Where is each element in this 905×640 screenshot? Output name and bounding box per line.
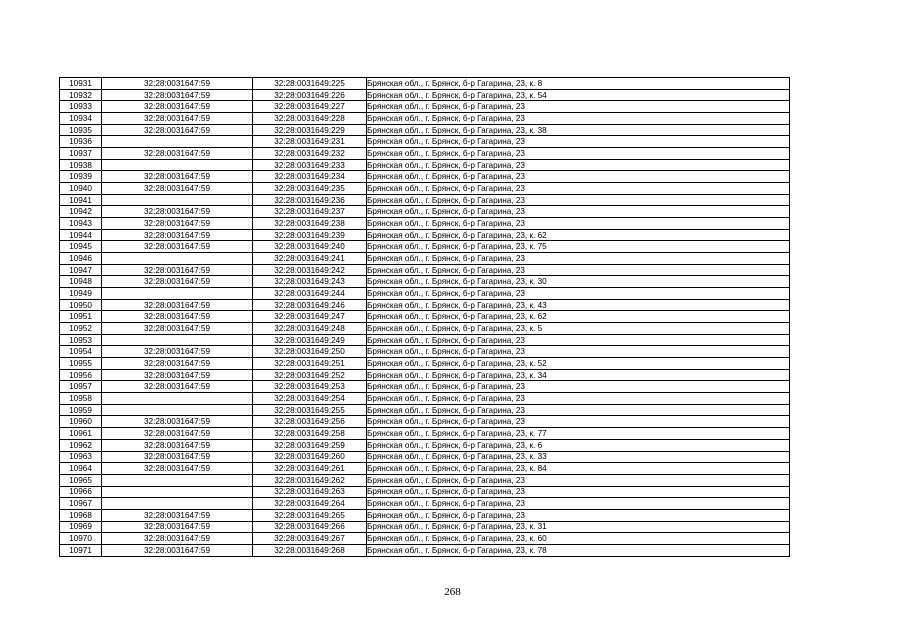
row-number-cell: 10962 bbox=[60, 439, 102, 451]
parent-cadastral-number-cell: 32:28:0031647:59 bbox=[102, 89, 253, 101]
table-row bbox=[60, 474, 790, 486]
cadastral-number-cell: 32:28:0031649:265 bbox=[253, 509, 367, 521]
parent-cadastral-number-cell: 32:28:0031647:59 bbox=[102, 171, 253, 183]
parent-cadastral-number-cell bbox=[102, 486, 253, 498]
table-row bbox=[60, 229, 790, 241]
row-number-cell: 10971 bbox=[60, 544, 102, 556]
row-number-cell: 10935 bbox=[60, 124, 102, 136]
cadastral-number-cell: 32:28:0031649:226 bbox=[253, 89, 367, 101]
address-cell: Брянская обл., г. Брянск, б-р Гагарина, 23, к. 30 bbox=[367, 276, 790, 288]
table-row bbox=[60, 299, 790, 311]
cadastral-number-cell: 32:28:0031649:237 bbox=[253, 206, 367, 218]
parent-cadastral-number-cell: 32:28:0031647:59 bbox=[102, 299, 253, 311]
cadastral-number-cell: 32:28:0031649:244 bbox=[253, 288, 367, 300]
parent-cadastral-number-cell bbox=[102, 194, 253, 206]
table-row bbox=[60, 113, 790, 125]
address-cell: Брянская обл., г. Брянск, б-р Гагарина, 23 bbox=[367, 509, 790, 521]
table-row bbox=[60, 521, 790, 533]
row-number-cell: 10964 bbox=[60, 463, 102, 475]
page-number: 268 bbox=[444, 586, 461, 598]
table-row bbox=[60, 101, 790, 113]
row-number-cell: 10950 bbox=[60, 299, 102, 311]
table-row bbox=[60, 358, 790, 370]
row-number-cell: 10953 bbox=[60, 334, 102, 346]
cadastral-number-cell: 32:28:0031649:243 bbox=[253, 276, 367, 288]
parent-cadastral-number-cell: 32:28:0031647:59 bbox=[102, 544, 253, 556]
cadastral-number-cell: 32:28:0031649:229 bbox=[253, 124, 367, 136]
address-cell: Брянская обл., г. Брянск, б-р Гагарина, 23, к. 34 bbox=[367, 369, 790, 381]
address-cell: Брянская обл., г. Брянск, б-р Гагарина, 23 bbox=[367, 194, 790, 206]
parent-cadastral-number-cell: 32:28:0031647:59 bbox=[102, 323, 253, 335]
table-row bbox=[60, 276, 790, 288]
parent-cadastral-number-cell: 32:28:0031647:59 bbox=[102, 206, 253, 218]
parent-cadastral-number-cell bbox=[102, 393, 253, 405]
cadastral-number-cell: 32:28:0031649:225 bbox=[253, 78, 367, 90]
table-row bbox=[60, 171, 790, 183]
parent-cadastral-number-cell bbox=[102, 288, 253, 300]
parent-cadastral-number-cell bbox=[102, 498, 253, 510]
address-cell: Брянская обл., г. Брянск, б-р Гагарина, 23, к. 75 bbox=[367, 241, 790, 253]
row-number-cell: 10968 bbox=[60, 509, 102, 521]
parent-cadastral-number-cell: 32:28:0031647:59 bbox=[102, 451, 253, 463]
address-cell: Брянская обл., г. Брянск, б-р Гагарина, 23, к. 6 bbox=[367, 439, 790, 451]
row-number-cell: 10943 bbox=[60, 218, 102, 230]
cadastral-number-cell: 32:28:0031649:248 bbox=[253, 323, 367, 335]
row-number-cell: 10944 bbox=[60, 229, 102, 241]
row-number-cell: 10934 bbox=[60, 113, 102, 125]
table-row bbox=[60, 78, 790, 90]
table-row bbox=[60, 334, 790, 346]
row-number-cell: 10970 bbox=[60, 533, 102, 545]
parent-cadastral-number-cell: 32:28:0031647:59 bbox=[102, 439, 253, 451]
address-cell: Брянская обл., г. Брянск, б-р Гагарина, 23 bbox=[367, 288, 790, 300]
address-cell: Брянская обл., г. Брянск, б-р Гагарина, 23 bbox=[367, 381, 790, 393]
table-row bbox=[60, 264, 790, 276]
table-row bbox=[60, 288, 790, 300]
row-number-cell: 10969 bbox=[60, 521, 102, 533]
parent-cadastral-number-cell bbox=[102, 334, 253, 346]
cadastral-number-cell: 32:28:0031649:238 bbox=[253, 218, 367, 230]
address-cell: Брянская обл., г. Брянск, б-р Гагарина, 23 bbox=[367, 393, 790, 405]
row-number-cell: 10963 bbox=[60, 451, 102, 463]
address-cell: Брянская обл., г. Брянск, б-р Гагарина, 23, к. 54 bbox=[367, 89, 790, 101]
table-row bbox=[60, 206, 790, 218]
row-number-cell: 10937 bbox=[60, 148, 102, 160]
address-cell: Брянская обл., г. Брянск, б-р Гагарина, 23, к. 31 bbox=[367, 521, 790, 533]
row-number-cell: 10956 bbox=[60, 369, 102, 381]
registry-table bbox=[59, 77, 790, 557]
parent-cadastral-number-cell: 32:28:0031647:59 bbox=[102, 101, 253, 113]
table-row bbox=[60, 369, 790, 381]
address-cell: Брянская обл., г. Брянск, б-р Гагарина, 23, к. 78 bbox=[367, 544, 790, 556]
table-row bbox=[60, 183, 790, 195]
address-cell: Брянская обл., г. Брянск, б-р Гагарина, 23 bbox=[367, 416, 790, 428]
row-number-cell: 10955 bbox=[60, 358, 102, 370]
parent-cadastral-number-cell: 32:28:0031647:59 bbox=[102, 311, 253, 323]
address-cell: Брянская обл., г. Брянск, б-р Гагарина, 23, к. 77 bbox=[367, 428, 790, 440]
address-cell: Брянская обл., г. Брянск, б-р Гагарина, 23, к. 38 bbox=[367, 124, 790, 136]
cadastral-number-cell: 32:28:0031649:228 bbox=[253, 113, 367, 125]
table-row bbox=[60, 159, 790, 171]
address-cell: Брянская обл., г. Брянск, б-р Гагарина, 23 bbox=[367, 498, 790, 510]
row-number-cell: 10942 bbox=[60, 206, 102, 218]
cadastral-number-cell: 32:28:0031649:241 bbox=[253, 253, 367, 265]
table-row bbox=[60, 544, 790, 556]
address-cell: Брянская обл., г. Брянск, б-р Гагарина, 23, к. 43 bbox=[367, 299, 790, 311]
address-cell: Брянская обл., г. Брянск, б-р Гагарина, 23 bbox=[367, 346, 790, 358]
table-row bbox=[60, 323, 790, 335]
cadastral-number-cell: 32:28:0031649:258 bbox=[253, 428, 367, 440]
row-number-cell: 10938 bbox=[60, 159, 102, 171]
table-row bbox=[60, 136, 790, 148]
parent-cadastral-number-cell bbox=[102, 136, 253, 148]
table-row bbox=[60, 124, 790, 136]
table-row bbox=[60, 311, 790, 323]
row-number-cell: 10965 bbox=[60, 474, 102, 486]
table-row bbox=[60, 381, 790, 393]
address-cell: Брянская обл., г. Брянск, б-р Гагарина, 23 bbox=[367, 159, 790, 171]
row-number-cell: 10931 bbox=[60, 78, 102, 90]
parent-cadastral-number-cell: 32:28:0031647:59 bbox=[102, 148, 253, 160]
row-number-cell: 10958 bbox=[60, 393, 102, 405]
address-cell: Брянская обл., г. Брянск, б-р Гагарина, 23 bbox=[367, 136, 790, 148]
address-cell: Брянская обл., г. Брянск, б-р Гагарина, 23 bbox=[367, 171, 790, 183]
parent-cadastral-number-cell: 32:28:0031647:59 bbox=[102, 346, 253, 358]
parent-cadastral-number-cell: 32:28:0031647:59 bbox=[102, 229, 253, 241]
address-cell: Брянская обл., г. Брянск, б-р Гагарина, 23 bbox=[367, 334, 790, 346]
row-number-cell: 10966 bbox=[60, 486, 102, 498]
cadastral-number-cell: 32:28:0031649:260 bbox=[253, 451, 367, 463]
table-row bbox=[60, 533, 790, 545]
cadastral-number-cell: 32:28:0031649:261 bbox=[253, 463, 367, 475]
parent-cadastral-number-cell: 32:28:0031647:59 bbox=[102, 276, 253, 288]
table-row bbox=[60, 194, 790, 206]
address-cell: Брянская обл., г. Брянск, б-р Гагарина, 23 bbox=[367, 218, 790, 230]
row-number-cell: 10960 bbox=[60, 416, 102, 428]
row-number-cell: 10954 bbox=[60, 346, 102, 358]
address-cell: Брянская обл., г. Брянск, б-р Гагарина, 23 bbox=[367, 113, 790, 125]
parent-cadastral-number-cell: 32:28:0031647:59 bbox=[102, 533, 253, 545]
address-cell: Брянская обл., г. Брянск, б-р Гагарина, 23, к. 60 bbox=[367, 533, 790, 545]
table-row bbox=[60, 451, 790, 463]
cadastral-number-cell: 32:28:0031649:252 bbox=[253, 369, 367, 381]
row-number-cell: 10936 bbox=[60, 136, 102, 148]
cadastral-number-cell: 32:28:0031649:234 bbox=[253, 171, 367, 183]
address-cell: Брянская обл., г. Брянск, б-р Гагарина, 23, к. 62 bbox=[367, 311, 790, 323]
cadastral-number-cell: 32:28:0031649:240 bbox=[253, 241, 367, 253]
cadastral-number-cell: 32:28:0031649:239 bbox=[253, 229, 367, 241]
table-row bbox=[60, 509, 790, 521]
cadastral-number-cell: 32:28:0031649:256 bbox=[253, 416, 367, 428]
row-number-cell: 10961 bbox=[60, 428, 102, 440]
cadastral-number-cell: 32:28:0031649:246 bbox=[253, 299, 367, 311]
registry-table-body bbox=[60, 78, 790, 557]
address-cell: Брянская обл., г. Брянск, б-р Гагарина, 23, к. 84 bbox=[367, 463, 790, 475]
cadastral-number-cell: 32:28:0031649:254 bbox=[253, 393, 367, 405]
row-number-cell: 10952 bbox=[60, 323, 102, 335]
parent-cadastral-number-cell bbox=[102, 253, 253, 265]
parent-cadastral-number-cell bbox=[102, 159, 253, 171]
parent-cadastral-number-cell: 32:28:0031647:59 bbox=[102, 264, 253, 276]
address-cell: Брянская обл., г. Брянск, б-р Гагарина, 23, к. 33 bbox=[367, 451, 790, 463]
address-cell: Брянская обл., г. Брянск, б-р Гагарина, 23, к. 5 bbox=[367, 323, 790, 335]
address-cell: Брянская обл., г. Брянск, б-р Гагарина, 23 bbox=[367, 253, 790, 265]
cadastral-number-cell: 32:28:0031649:236 bbox=[253, 194, 367, 206]
cadastral-number-cell: 32:28:0031649:251 bbox=[253, 358, 367, 370]
address-cell: Брянская обл., г. Брянск, б-р Гагарина, 23 bbox=[367, 183, 790, 195]
parent-cadastral-number-cell: 32:28:0031647:59 bbox=[102, 381, 253, 393]
table-row bbox=[60, 89, 790, 101]
row-number-cell: 10939 bbox=[60, 171, 102, 183]
cadastral-number-cell: 32:28:0031649:253 bbox=[253, 381, 367, 393]
cadastral-number-cell: 32:28:0031649:263 bbox=[253, 486, 367, 498]
cadastral-number-cell: 32:28:0031649:250 bbox=[253, 346, 367, 358]
table-row bbox=[60, 416, 790, 428]
table-row bbox=[60, 486, 790, 498]
cadastral-number-cell: 32:28:0031649:266 bbox=[253, 521, 367, 533]
cadastral-number-cell: 32:28:0031649:231 bbox=[253, 136, 367, 148]
cadastral-number-cell: 32:28:0031649:235 bbox=[253, 183, 367, 195]
parent-cadastral-number-cell bbox=[102, 404, 253, 416]
cadastral-number-cell: 32:28:0031649:267 bbox=[253, 533, 367, 545]
parent-cadastral-number-cell: 32:28:0031647:59 bbox=[102, 183, 253, 195]
row-number-cell: 10932 bbox=[60, 89, 102, 101]
table-row bbox=[60, 346, 790, 358]
table-row bbox=[60, 428, 790, 440]
parent-cadastral-number-cell: 32:28:0031647:59 bbox=[102, 241, 253, 253]
parent-cadastral-number-cell: 32:28:0031647:59 bbox=[102, 428, 253, 440]
address-cell: Брянская обл., г. Брянск, б-р Гагарина, 23 bbox=[367, 148, 790, 160]
row-number-cell: 10940 bbox=[60, 183, 102, 195]
table-row bbox=[60, 218, 790, 230]
row-number-cell: 10946 bbox=[60, 253, 102, 265]
parent-cadastral-number-cell: 32:28:0031647:59 bbox=[102, 369, 253, 381]
parent-cadastral-number-cell: 32:28:0031647:59 bbox=[102, 124, 253, 136]
parent-cadastral-number-cell bbox=[102, 474, 253, 486]
cadastral-number-cell: 32:28:0031649:249 bbox=[253, 334, 367, 346]
address-cell: Брянская обл., г. Брянск, б-р Гагарина, 23, к. 62 bbox=[367, 229, 790, 241]
parent-cadastral-number-cell: 32:28:0031647:59 bbox=[102, 521, 253, 533]
table-row bbox=[60, 393, 790, 405]
row-number-cell: 10933 bbox=[60, 101, 102, 113]
row-number-cell: 10949 bbox=[60, 288, 102, 300]
cadastral-number-cell: 32:28:0031649:242 bbox=[253, 264, 367, 276]
address-cell: Брянская обл., г. Брянск, б-р Гагарина, 23, к. 52 bbox=[367, 358, 790, 370]
row-number-cell: 10967 bbox=[60, 498, 102, 510]
row-number-cell: 10948 bbox=[60, 276, 102, 288]
address-cell: Брянская обл., г. Брянск, б-р Гагарина, 23 bbox=[367, 206, 790, 218]
parent-cadastral-number-cell: 32:28:0031647:59 bbox=[102, 416, 253, 428]
cadastral-number-cell: 32:28:0031649:233 bbox=[253, 159, 367, 171]
cadastral-number-cell: 32:28:0031649:262 bbox=[253, 474, 367, 486]
address-cell: Брянская обл., г. Брянск, б-р Гагарина, 23 bbox=[367, 101, 790, 113]
table-row bbox=[60, 463, 790, 475]
row-number-cell: 10947 bbox=[60, 264, 102, 276]
table-row bbox=[60, 253, 790, 265]
table-row bbox=[60, 404, 790, 416]
row-number-cell: 10951 bbox=[60, 311, 102, 323]
row-number-cell: 10945 bbox=[60, 241, 102, 253]
parent-cadastral-number-cell: 32:28:0031647:59 bbox=[102, 78, 253, 90]
cadastral-number-cell: 32:28:0031649:264 bbox=[253, 498, 367, 510]
row-number-cell: 10941 bbox=[60, 194, 102, 206]
row-number-cell: 10957 bbox=[60, 381, 102, 393]
table-row bbox=[60, 148, 790, 160]
table-row bbox=[60, 439, 790, 451]
address-cell: Брянская обл., г. Брянск, б-р Гагарина, 23 bbox=[367, 486, 790, 498]
cadastral-number-cell: 32:28:0031649:247 bbox=[253, 311, 367, 323]
cadastral-number-cell: 32:28:0031649:268 bbox=[253, 544, 367, 556]
parent-cadastral-number-cell: 32:28:0031647:59 bbox=[102, 358, 253, 370]
parent-cadastral-number-cell: 32:28:0031647:59 bbox=[102, 218, 253, 230]
row-number-cell: 10959 bbox=[60, 404, 102, 416]
address-cell: Брянская обл., г. Брянск, б-р Гагарина, 23 bbox=[367, 404, 790, 416]
parent-cadastral-number-cell: 32:28:0031647:59 bbox=[102, 509, 253, 521]
cadastral-number-cell: 32:28:0031649:227 bbox=[253, 101, 367, 113]
cadastral-number-cell: 32:28:0031649:232 bbox=[253, 148, 367, 160]
table-row bbox=[60, 498, 790, 510]
address-cell: Брянская обл., г. Брянск, б-р Гагарина, 23 bbox=[367, 264, 790, 276]
address-cell: Брянская обл., г. Брянск, б-р Гагарина, 23 bbox=[367, 474, 790, 486]
parent-cadastral-number-cell: 32:28:0031647:59 bbox=[102, 113, 253, 125]
table-row bbox=[60, 241, 790, 253]
parent-cadastral-number-cell: 32:28:0031647:59 bbox=[102, 463, 253, 475]
cadastral-number-cell: 32:28:0031649:259 bbox=[253, 439, 367, 451]
cadastral-number-cell: 32:28:0031649:255 bbox=[253, 404, 367, 416]
address-cell: Брянская обл., г. Брянск, б-р Гагарина, 23, к. 8 bbox=[367, 78, 790, 90]
